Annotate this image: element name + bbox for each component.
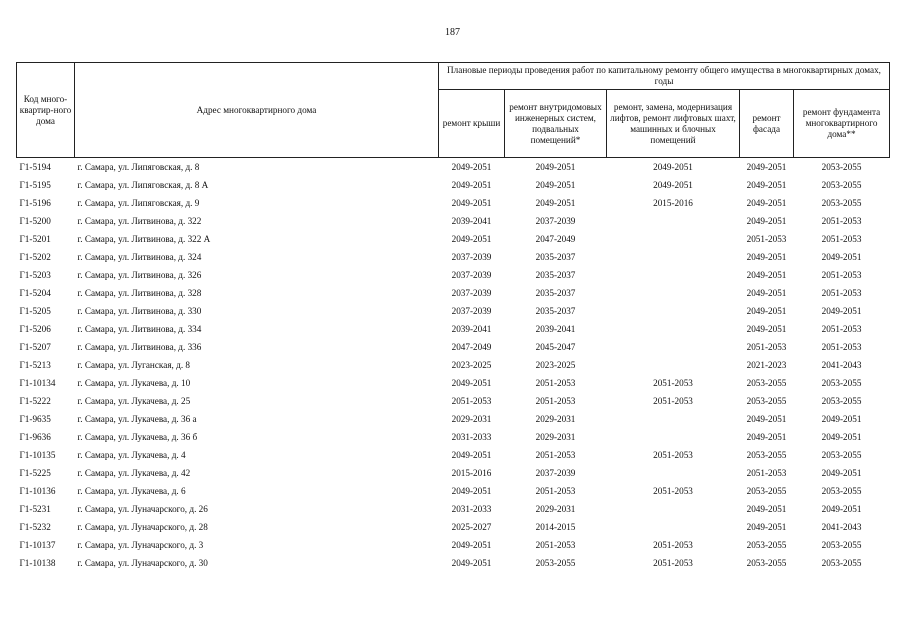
cell-foundation: 2049-2051 bbox=[821, 252, 862, 262]
cell-lifts bbox=[607, 284, 740, 302]
cell-roof: 2049-2051 bbox=[451, 558, 492, 568]
table-row bbox=[17, 392, 890, 410]
cell-address: г. Самара, ул. Лукачева, д. 42 bbox=[77, 468, 191, 478]
cell-foundation: 2051-2053 bbox=[821, 324, 862, 334]
cell-foundation: 2053-2055 bbox=[821, 198, 862, 208]
cell-systems: 2051-2053 bbox=[535, 450, 576, 460]
cell-facade: 2053-2055 bbox=[746, 450, 787, 460]
cell-facade: 2049-2051 bbox=[746, 414, 787, 424]
cell-systems: 2051-2053 bbox=[535, 378, 576, 388]
cell-code: Г1-5202 bbox=[19, 252, 51, 262]
cell-systems: 2014-2015 bbox=[535, 522, 576, 532]
table-row bbox=[17, 518, 890, 536]
cell-lifts bbox=[607, 320, 740, 338]
cell-roof: 2037-2039 bbox=[451, 288, 492, 298]
cell-facade: 2049-2051 bbox=[746, 252, 787, 262]
cell-address: г. Самара, ул. Луначарского, д. 3 bbox=[77, 540, 204, 550]
cell-code: Г1-5232 bbox=[19, 522, 51, 532]
cell-code: Г1-10138 bbox=[19, 558, 56, 568]
cell-roof: 2031-2033 bbox=[451, 504, 492, 514]
cell-address: г. Самара, ул. Лукачева, д. 6 bbox=[77, 486, 186, 496]
cell-code: Г1-5213 bbox=[19, 360, 51, 370]
cell-lifts: 2051-2053 bbox=[653, 396, 693, 406]
cell-lifts bbox=[607, 230, 740, 248]
header-lifts: ремонт, замена, модернизация лифтов, ремонт лифтовых шахт, машинных и блочных помещений bbox=[607, 90, 740, 158]
table-row bbox=[17, 248, 890, 266]
cell-foundation: 2053-2055 bbox=[821, 396, 862, 406]
cell-foundation: 2053-2055 bbox=[821, 378, 862, 388]
cell-lifts: 2049-2051 bbox=[653, 180, 693, 190]
cell-code: Г1-5205 bbox=[19, 306, 51, 316]
cell-code: Г1-5194 bbox=[17, 158, 75, 177]
cell-facade: 2053-2055 bbox=[746, 540, 787, 550]
cell-lifts bbox=[607, 428, 740, 446]
cell-address: г. Самара, ул. Лукачева, д. 10 bbox=[77, 378, 191, 388]
header-address: Адрес многоквартирного дома bbox=[75, 63, 439, 158]
cell-address: г. Самара, ул. Луганская, д. 8 bbox=[77, 360, 191, 370]
cell-roof: 2037-2039 bbox=[451, 270, 492, 280]
repair-schedule-table bbox=[16, 62, 890, 572]
cell-lifts bbox=[607, 356, 740, 374]
cell-systems: 2037-2039 bbox=[535, 468, 576, 478]
cell-lifts bbox=[607, 518, 740, 536]
cell-systems: 2035-2037 bbox=[535, 306, 576, 316]
cell-lifts bbox=[607, 302, 740, 320]
table-row bbox=[17, 554, 890, 572]
table-row bbox=[17, 266, 890, 284]
cell-code: Г1-5201 bbox=[19, 234, 51, 244]
cell-lifts: 2051-2053 bbox=[653, 378, 693, 388]
cell-address: г. Самара, ул. Литвинова, д. 330 bbox=[77, 306, 202, 316]
cell-roof: 2037-2039 bbox=[451, 306, 492, 316]
cell-roof: 2049-2051 bbox=[451, 180, 492, 190]
cell-facade: 2049-2051 bbox=[746, 522, 787, 532]
page-number: 187 bbox=[445, 27, 460, 38]
cell-lifts: 2051-2053 bbox=[653, 450, 693, 460]
cell-systems: 2029-2031 bbox=[535, 504, 576, 514]
cell-foundation: 2049-2051 bbox=[821, 306, 862, 316]
cell-lifts: 2051-2053 bbox=[653, 540, 693, 550]
cell-lifts: 2049-2051 bbox=[607, 158, 740, 177]
header-systems: ремонт внутридомовых инженерных систем, подвальных помещений* bbox=[505, 90, 607, 158]
table-row bbox=[17, 410, 890, 428]
cell-facade: 2049-2051 bbox=[746, 180, 787, 190]
table-row bbox=[17, 320, 890, 338]
cell-foundation: 2053-2055 bbox=[794, 158, 890, 177]
cell-code: Г1-5222 bbox=[19, 396, 51, 406]
cell-lifts: 2051-2053 bbox=[653, 558, 693, 568]
cell-systems: 2051-2053 bbox=[535, 540, 576, 550]
table-row bbox=[17, 428, 890, 446]
cell-facade: 2049-2051 bbox=[746, 270, 787, 280]
cell-address: г. Самара, ул. Литвинова, д. 322 А bbox=[77, 234, 211, 244]
cell-roof: 2029-2031 bbox=[451, 414, 492, 424]
cell-code: Г1-5204 bbox=[19, 288, 51, 298]
cell-systems: 2029-2031 bbox=[535, 432, 576, 442]
cell-address: г. Самара, ул. Липяговская, д. 8 А bbox=[77, 180, 209, 190]
table-row bbox=[17, 176, 890, 194]
table-body bbox=[17, 158, 890, 573]
cell-facade: 2049-2051 bbox=[746, 216, 787, 226]
cell-foundation: 2049-2051 bbox=[821, 468, 862, 478]
cell-foundation: 2041-2043 bbox=[821, 360, 862, 370]
cell-roof: 2049-2051 bbox=[451, 540, 492, 550]
cell-code: Г1-10135 bbox=[19, 450, 56, 460]
cell-address: г. Самара, ул. Липяговская, д. 8 bbox=[75, 158, 439, 177]
cell-code: Г1-5206 bbox=[19, 324, 51, 334]
cell-foundation: 2049-2051 bbox=[821, 414, 862, 424]
cell-foundation: 2053-2055 bbox=[821, 486, 862, 496]
cell-code: Г1-5207 bbox=[19, 342, 51, 352]
cell-foundation: 2053-2055 bbox=[821, 450, 862, 460]
table-row bbox=[17, 356, 890, 374]
cell-facade: 2049-2051 bbox=[746, 432, 787, 442]
cell-address: г. Самара, ул. Лукачева, д. 36 а bbox=[77, 414, 197, 424]
table-row bbox=[17, 284, 890, 302]
cell-foundation: 2049-2051 bbox=[821, 432, 862, 442]
cell-systems: 2035-2037 bbox=[535, 270, 576, 280]
cell-code: Г1-5231 bbox=[19, 504, 51, 514]
cell-address: г. Самара, ул. Литвинова, д. 326 bbox=[77, 270, 202, 280]
cell-address: г. Самара, ул. Лукачева, д. 4 bbox=[77, 450, 186, 460]
cell-code: Г1-10137 bbox=[19, 540, 56, 550]
cell-address: г. Самара, ул. Литвинова, д. 324 bbox=[77, 252, 202, 262]
cell-roof: 2039-2041 bbox=[451, 216, 492, 226]
cell-lifts bbox=[607, 212, 740, 230]
cell-roof: 2023-2025 bbox=[451, 360, 492, 370]
cell-foundation: 2053-2055 bbox=[821, 180, 862, 190]
cell-roof: 2037-2039 bbox=[451, 252, 492, 262]
table-row bbox=[17, 374, 890, 392]
cell-address: г. Самара, ул. Литвинова, д. 328 bbox=[77, 288, 202, 298]
cell-roof: 2051-2053 bbox=[451, 396, 492, 406]
cell-facade: 2053-2055 bbox=[746, 396, 787, 406]
header-foundation: ремонт фундамента многоквартирного дома** bbox=[794, 90, 890, 158]
cell-roof: 2039-2041 bbox=[451, 324, 492, 334]
cell-systems: 2049-2051 bbox=[535, 198, 576, 208]
cell-facade: 2049-2051 bbox=[746, 324, 787, 334]
cell-systems: 2023-2025 bbox=[535, 360, 576, 370]
cell-address: г. Самара, ул. Литвинова, д. 334 bbox=[77, 324, 202, 334]
cell-lifts: 2015-2016 bbox=[653, 198, 693, 208]
table-row bbox=[17, 482, 890, 500]
table-row bbox=[17, 338, 890, 356]
cell-lifts bbox=[607, 338, 740, 356]
cell-facade: 2049-2051 bbox=[746, 504, 787, 514]
cell-code: Г1-5195 bbox=[19, 180, 51, 190]
cell-address: г. Самара, ул. Луначарского, д. 30 bbox=[77, 558, 208, 568]
cell-roof: 2031-2033 bbox=[451, 432, 492, 442]
cell-lifts bbox=[607, 410, 740, 428]
cell-facade: 2049-2051 bbox=[746, 288, 787, 298]
cell-foundation: 2053-2055 bbox=[821, 558, 862, 568]
cell-roof: 2015-2016 bbox=[451, 468, 492, 478]
cell-code: Г1-10136 bbox=[19, 486, 56, 496]
table-row bbox=[17, 446, 890, 464]
cell-roof: 2049-2051 bbox=[451, 198, 492, 208]
cell-address: г. Самара, ул. Литвинова, д. 322 bbox=[77, 216, 202, 226]
cell-foundation: 2051-2053 bbox=[821, 234, 862, 244]
cell-foundation: 2051-2053 bbox=[821, 342, 862, 352]
cell-code: Г1-9636 bbox=[19, 432, 51, 442]
cell-foundation: 2051-2053 bbox=[821, 288, 862, 298]
cell-systems: 2045-2047 bbox=[535, 342, 576, 352]
table-row bbox=[17, 500, 890, 518]
cell-facade: 2049-2051 bbox=[740, 158, 794, 177]
cell-foundation: 2051-2053 bbox=[821, 216, 862, 226]
cell-facade: 2053-2055 bbox=[746, 558, 787, 568]
cell-code: Г1-9635 bbox=[19, 414, 51, 424]
cell-address: г. Самара, ул. Лукачева, д. 36 б bbox=[77, 432, 198, 442]
cell-systems: 2053-2055 bbox=[535, 558, 576, 568]
cell-lifts bbox=[607, 266, 740, 284]
cell-facade: 2051-2053 bbox=[746, 234, 787, 244]
cell-facade: 2021-2023 bbox=[746, 360, 787, 370]
cell-code: Г1-10134 bbox=[19, 378, 56, 388]
cell-systems: 2049-2051 bbox=[505, 158, 607, 177]
table-row bbox=[17, 230, 890, 248]
table-row bbox=[17, 194, 890, 212]
cell-code: Г1-5225 bbox=[19, 468, 51, 478]
header-code: Код много-квартир-ного дома bbox=[17, 63, 75, 158]
cell-lifts bbox=[607, 464, 740, 482]
cell-code: Г1-5196 bbox=[19, 198, 51, 208]
cell-lifts: 2051-2053 bbox=[653, 486, 693, 496]
cell-facade: 2051-2053 bbox=[746, 468, 787, 478]
cell-systems: 2035-2037 bbox=[535, 252, 576, 262]
cell-facade: 2049-2051 bbox=[746, 306, 787, 316]
cell-facade: 2053-2055 bbox=[746, 486, 787, 496]
cell-systems: 2037-2039 bbox=[535, 216, 576, 226]
cell-address: г. Самара, ул. Луначарского, д. 26 bbox=[77, 504, 208, 514]
cell-code: Г1-5200 bbox=[19, 216, 51, 226]
cell-foundation: 2041-2043 bbox=[821, 522, 862, 532]
cell-code: Г1-5203 bbox=[19, 270, 51, 280]
table-header bbox=[17, 63, 890, 158]
cell-lifts bbox=[607, 248, 740, 266]
cell-systems: 2035-2037 bbox=[535, 288, 576, 298]
cell-roof: 2049-2051 bbox=[451, 450, 492, 460]
table-row bbox=[17, 158, 890, 177]
cell-roof: 2049-2051 bbox=[451, 378, 492, 388]
cell-lifts bbox=[607, 500, 740, 518]
header-roof: ремонт крыши bbox=[439, 90, 505, 158]
cell-foundation: 2051-2053 bbox=[821, 270, 862, 280]
cell-roof: 2049-2051 bbox=[439, 158, 505, 177]
cell-foundation: 2049-2051 bbox=[821, 504, 862, 514]
cell-roof: 2047-2049 bbox=[451, 342, 492, 352]
cell-systems: 2051-2053 bbox=[535, 396, 576, 406]
cell-roof: 2049-2051 bbox=[451, 234, 492, 244]
cell-roof: 2025-2027 bbox=[451, 522, 492, 532]
table-row bbox=[17, 212, 890, 230]
cell-systems: 2049-2051 bbox=[535, 180, 576, 190]
header-facade: ремонт фасада bbox=[740, 90, 794, 158]
cell-roof: 2049-2051 bbox=[451, 486, 492, 496]
cell-facade: 2053-2055 bbox=[746, 378, 787, 388]
cell-systems: 2039-2041 bbox=[535, 324, 576, 334]
cell-foundation: 2053-2055 bbox=[821, 540, 862, 550]
cell-systems: 2047-2049 bbox=[535, 234, 576, 244]
cell-address: г. Самара, ул. Липяговская, д. 9 bbox=[77, 198, 200, 208]
cell-address: г. Самара, ул. Лукачева, д. 25 bbox=[77, 396, 191, 406]
table-row bbox=[17, 464, 890, 482]
cell-systems: 2029-2031 bbox=[535, 414, 576, 424]
cell-facade: 2051-2053 bbox=[746, 342, 787, 352]
table-row bbox=[17, 536, 890, 554]
table-row bbox=[17, 302, 890, 320]
header-planned-periods: Плановые периоды проведения работ по капитальному ремонту общего имущества в многоквартирных домах, годы bbox=[439, 63, 890, 90]
cell-facade: 2049-2051 bbox=[746, 198, 787, 208]
cell-address: г. Самара, ул. Литвинова, д. 336 bbox=[77, 342, 202, 352]
cell-address: г. Самара, ул. Луначарского, д. 28 bbox=[77, 522, 208, 532]
cell-systems: 2051-2053 bbox=[535, 486, 576, 496]
